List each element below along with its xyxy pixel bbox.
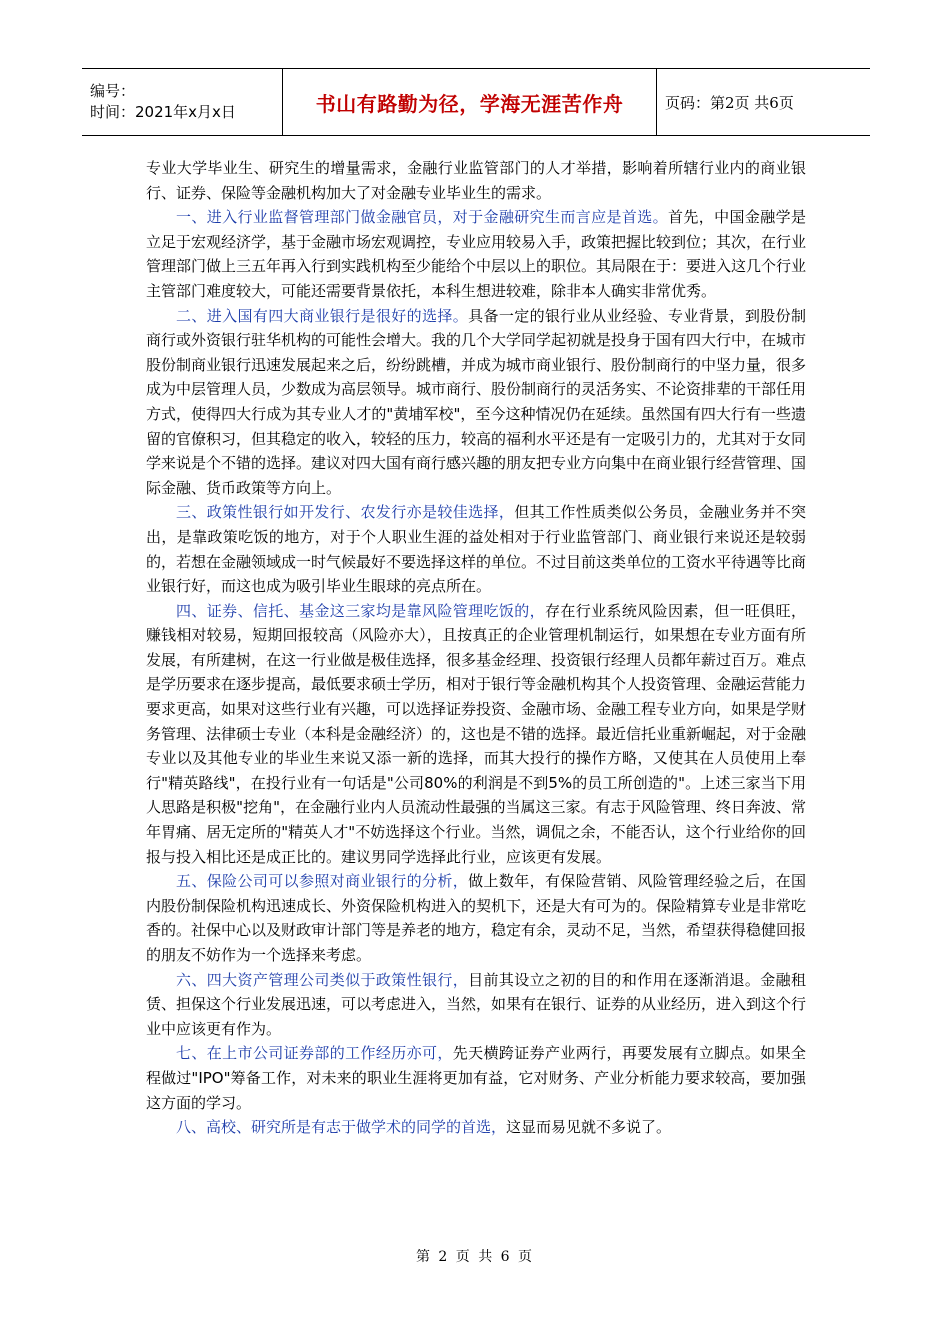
footer-page-number: 第 2 页 共 6 页	[415, 1249, 535, 1265]
section-heading-6: 六、四大资产管理公司类似于政策性银行，	[176, 970, 469, 989]
paragraph-text: 做上数年，有保险营销、风险管理经验之后，在国内股份制保险机构迅速成长、外资保险机构进入的契机下，还是大有可为的。保险精算专业是非常吃香的。社保中心以及财政审计部门等是养老的地方，稳定有余，灵动不足，当然，希望获得稳健回报的朋友不妨作为一个选择来考虑。	[146, 872, 807, 964]
section-heading-4: 四、证券、信托、基金这三家均是靠风险管理吃饭的，	[176, 601, 545, 620]
section-heading-8: 八、高校、研究所是有志于做学术的同学的首选，	[176, 1118, 507, 1137]
paragraph-2	[146, 304, 806, 501]
paragraph-intro	[146, 156, 806, 205]
section-heading-2: 二、进入国有四大商业银行是很好的选择。	[176, 306, 469, 325]
paragraph-4	[146, 599, 806, 870]
number-label: 编号：	[90, 82, 136, 100]
paragraph-text: 这显而易见就不多说了。	[506, 1118, 672, 1137]
header-motto	[282, 69, 657, 135]
paragraph-text: 存在行业系统风险因素，但一旺俱旺，赚钱相对较易，短期回报较高（风险亦大），且按真正的企业管理机制运行，如果想在专业方面有所发展，有所建树，在这一行业做是极佳选择，很多基金经理、投资银行经理人员都年薪过百万。难点是学历要求在逐步提高，最低要求硕士学历，相对于银行等金融机构其个人投资管理、金融运营能力要求更高，如果对这些行业有兴趣，可以选择证券投资、金融市场、金融工程专业方向，如果是学财务管理、法律硕士专业（本科是金融经济）的，这也是不错的选择。最近信托业重新崛起，对于金融专业以及其他专业的毕业生来说又添一新的选择，而其大投行的操作方略，又使其在人员使用上奉行"精英路线"，在投行业有一句话是"公司80%的利润是不到5%的员工所创造的"。上述三家当下用人思路是积极"挖角"，在金融行业内人员流动性最强的当属这三家。有志于风险管理、终日奔波、常年胃痛、居无定所的"精英人才"不妨选择这个行业。当然，调侃之余，不能否认，这个行业给你的回报与投入相比还是成正比的。建议男同学选择此行业，应该更有发展。	[146, 601, 807, 866]
section-heading-7: 七、在上市公司证券部的工作经历亦可，	[176, 1044, 453, 1063]
page-info-text: 页码：第2页 共6页	[665, 93, 794, 112]
paragraph-text: 但其工作性质类似公务员，金融业务并不突出，是靠政策吃饭的地方，对于个人职业生涯的益处相对于行业监管部门、商业银行来说还是较弱的，若想在金融领域成一时气候最好不要选择这样的单位。不过目前这类单位的工资水平待遇等比商业银行好，而这也成为吸引毕业生眼球的亮点所在。	[146, 503, 807, 596]
section-heading-3: 三、政策性银行如开发行、农发行亦是较佳选择，	[176, 503, 515, 522]
section-heading-1: 一、进入行业监督管理部门做金融官员，对于金融研究生而言应是首选。	[176, 208, 668, 227]
header-meta	[82, 69, 282, 135]
paragraph-7	[146, 1041, 806, 1115]
paragraph-text: 首先，中国金融学是立足于宏观经济学，基于金融市场宏观调控，专业应用较易入手，政策把握比较到位；其次，在行业管理部门做上三五年再入行到实践机构至少能给个中层以上的职位。其局限在于：要进入这几个行业主管部门难度较大，可能还需要背景依托，本科生想进较难，除非本人确实非常优秀。	[146, 208, 807, 300]
paragraph-3	[146, 500, 806, 598]
page-footer	[0, 1246, 950, 1266]
paragraph-text: 先天横跨证券产业两行，再要发展有立脚点。如果全程做过"IPO"筹备工作，对未来的职业生涯将更加有益，它对财务、产业分析能力要求较高，要加强这方面的学习。	[146, 1044, 806, 1112]
paragraph-1	[146, 205, 806, 303]
time-label: 时间：2021年x月x日	[90, 103, 236, 121]
paragraph-5	[146, 869, 806, 967]
document-header	[82, 68, 870, 136]
paragraph-6	[146, 968, 806, 1042]
paragraph-8	[146, 1115, 806, 1140]
section-heading-5: 五、保险公司可以参照对商业银行的分析，	[176, 872, 469, 891]
paragraph-text: 目前其设立之初的目的和作用在逐渐消退。金融租赁、担保这个行业发展迅速，可以考虑进入，当然，如果有在银行、证券的从业经历，进入到这个行业中应该更有作为。	[146, 970, 807, 1038]
paragraph-text: 具备一定的银行业从业经验、专业背景，到股份制商行或外资银行驻华机构的可能性会增大。我的几个大学同学起初就是投身于国有四大行中，在城市股份制商业银行迅速发展起来之后，纷纷跳槽，并成为城市商业银行、股份制商行的中坚力量，很多成为中层管理人员，少数成为高层领导。城市商行、股份制商行的灵活务实、不论资排辈的干部任用方式，使得四大行成为其专业人才的"黄埔军校"，至今这种情况仍在延续。虽然国有四大行有一些遗留的官僚积习，但其稳定的收入，较轻的压力，较高的福利水平还是有一定吸引力的，尤其对于女同学来说是个不错的选择。建议对四大国有商行感兴趣的朋友把专业方向集中在商业银行经营管理、国际金融、货币政策等方向上。	[146, 306, 807, 497]
paragraph-text: 专业大学毕业生、研究生的增量需求，金融行业监管部门的人才举措，影响着所辖行业内的商业银行、证券、保险等金融机构加大了对金融专业毕业生的需求。	[146, 159, 806, 202]
motto-text: 书山有路勤为径，学海无涯苦作舟	[315, 91, 624, 116]
header-page-info	[657, 69, 870, 135]
document-body	[146, 156, 806, 1140]
